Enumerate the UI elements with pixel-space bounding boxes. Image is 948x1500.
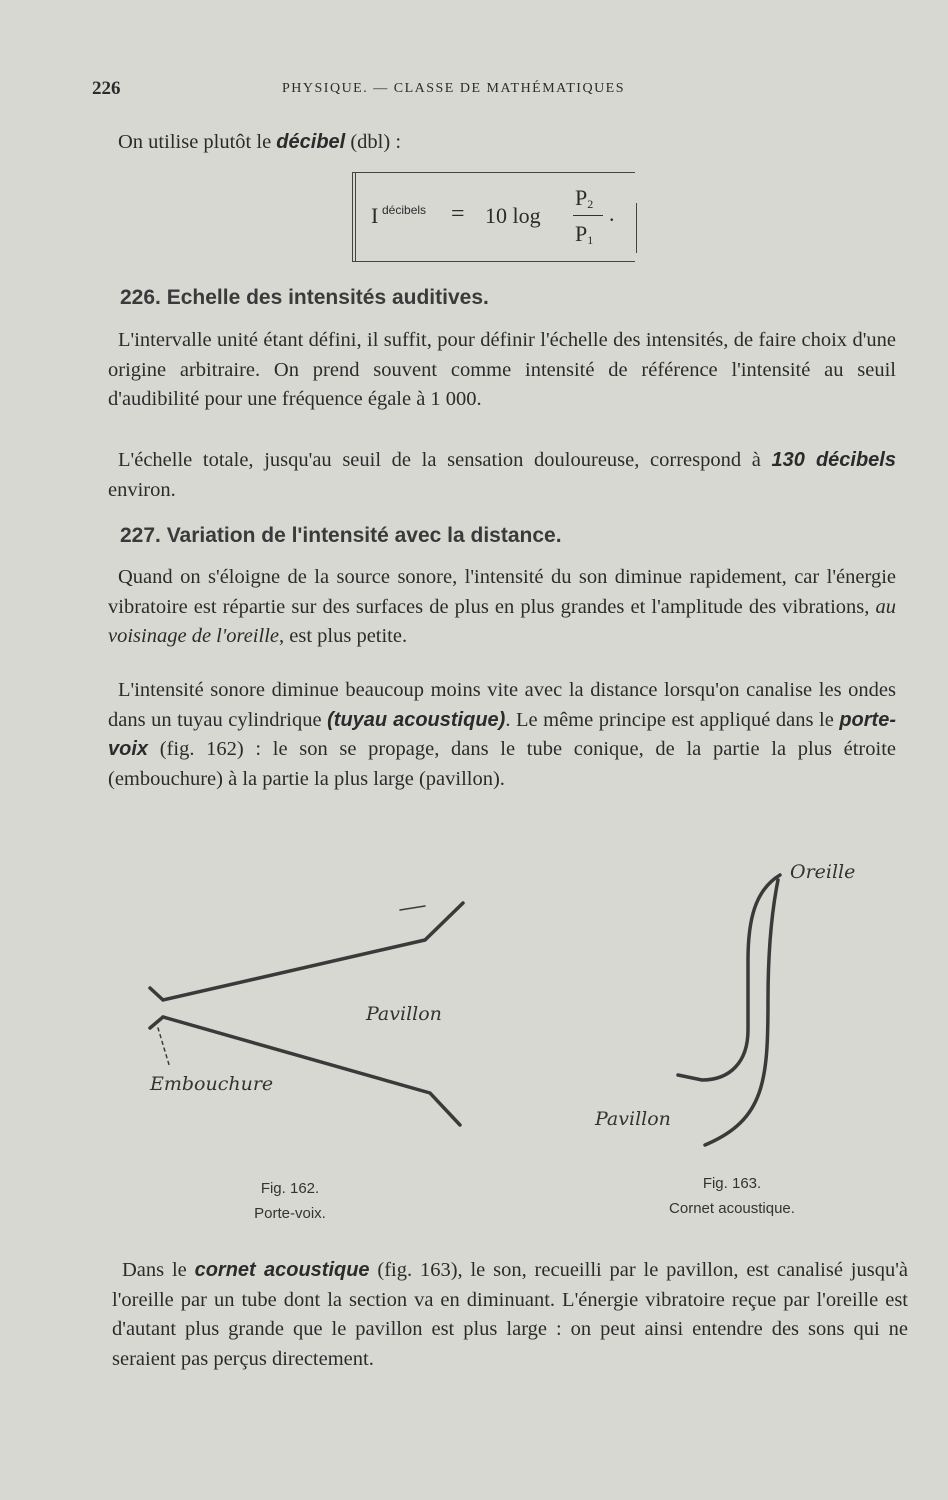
- section-226-paragraph-1: L'intervalle unité étant défini, il suffit, pour définir l'échelle des intensités, de faire choix d'une origine arbitraire. On prend souvent comme intensité de référence l'intensité au seuil d'audibilité pour une fréquence égale à 1 000.: [108, 329, 896, 410]
- section-227-paragraph-1: Quand on s'éloigne de la source sonore, l'intensité du son diminue rapidement, car l'énergie vibratoire est répartie sur des surfaces de plus en plus grandes et l'amplitude des vibrations, au voisinage de l'oreille, est plus petite.: [108, 566, 896, 647]
- cornet-acoustique-drawing: [678, 875, 780, 1145]
- intro-text: On utilise plutôt le: [118, 131, 277, 153]
- fig162-caption: [220, 1180, 360, 1222]
- fig162-embouchure-label: Embouchure: [150, 1073, 274, 1095]
- formula-numerator: $P_2$: [575, 185, 594, 211]
- intro-text-end: (dbl) :: [345, 131, 402, 153]
- section-226-paragraph-2: L'échelle totale, jusqu'au seuil de la sensation douloureuse, correspond à 130 décibels environ.: [108, 449, 896, 501]
- formula-denominator: $P_1$: [575, 221, 594, 247]
- fig162-title: Porte-voix.: [254, 1205, 326, 1222]
- formula-lhs-sub: décibels: [382, 203, 427, 217]
- decibel-term: décibel: [276, 131, 346, 153]
- fig163-caption: [632, 1175, 832, 1217]
- formula-log: 10 log: [485, 203, 541, 228]
- section-226-heading: 226. Echelle des intensités auditives.: [120, 286, 489, 309]
- closing-paragraph: Dans le cornet acoustique (fig. 163), le son, recueilli par le pavillon, est canalisé jusqu'à l'oreille par un tube dont la section va en diminuant. L'énergie vibratoire reçue par l'oreille est d'autant plus grande que le pavillon est plus large : on peut ainsi entendre des sons qui ne seraient pas perçus directement.: [112, 1259, 908, 1370]
- section-227-heading: 227. Variation de l'intensité avec la distance.: [120, 524, 562, 547]
- fig162-pavillon-label: Pavillon: [366, 1003, 442, 1025]
- running-title: PHYSIQUE. — CLASSE DE MATHÉMATIQUES: [282, 81, 626, 96]
- fig163-pavillon-label: Pavillon: [595, 1108, 671, 1130]
- page-number: 226: [92, 78, 121, 99]
- fig163-oreille-label: Oreille: [790, 861, 856, 883]
- fig162-number: Fig. 162.: [260, 1180, 320, 1197]
- formula-period: .: [609, 201, 615, 226]
- section-227-paragraph-2: L'intensité sonore diminue beaucoup moins vite avec la distance lorsqu'on canalise les ondes dans un tuyau cylindrique (tuyau acoustique). Le même principe est appliqué dans le porte-voix (fig. 162) : le son se propage, dans le tube conique, de la partie la plus étroite (embouchure) à la partie la plus large (pavillon).: [108, 679, 897, 790]
- formula-lhs: I: [371, 203, 379, 228]
- formula-equals: =: [451, 201, 465, 227]
- fig163-title: Cornet acoustique.: [669, 1200, 795, 1217]
- fig163-number: Fig. 163.: [702, 1175, 762, 1192]
